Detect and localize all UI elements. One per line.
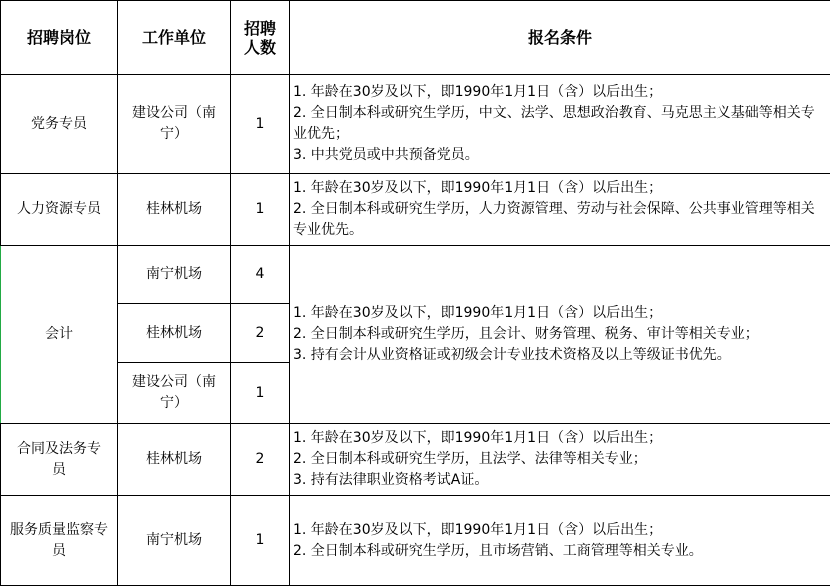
requirement-line: 2. 全日制本科或研究生学历，中文、法学、思想政治教育、马克思主义基础等相关专业优先； bbox=[293, 105, 815, 142]
requirements-cell bbox=[290, 174, 830, 246]
position-cell: 服务质量监察专员 bbox=[1, 496, 118, 586]
requirement-line: 3. 持有会计从业资格证或初级会计专业技术资格及以上等级证书优先。 bbox=[293, 347, 731, 363]
count-cell: 4 bbox=[231, 246, 290, 304]
unit-cell: 桂林机场 bbox=[118, 174, 231, 246]
header-requirements: 报名条件 bbox=[290, 1, 830, 75]
requirement-line: 3. 中共党员或中共预备党员。 bbox=[293, 147, 479, 163]
table-row bbox=[1, 424, 830, 496]
count-cell: 1 bbox=[231, 174, 290, 246]
requirements-cell bbox=[290, 424, 830, 496]
unit-cell: 桂林机场 bbox=[118, 424, 231, 496]
requirement-line: 2. 全日制本科或研究生学历，且会计、财务管理、税务、审计等相关专业； bbox=[293, 326, 759, 342]
table-row bbox=[1, 246, 830, 304]
header-unit: 工作单位 bbox=[118, 1, 231, 75]
count-cell: 2 bbox=[231, 304, 290, 363]
requirements-cell bbox=[290, 75, 830, 174]
count-cell: 1 bbox=[231, 75, 290, 174]
position-cell: 人力资源专员 bbox=[1, 174, 118, 246]
unit-cell: 南宁机场 bbox=[118, 246, 231, 304]
position-cell: 党务专员 bbox=[1, 75, 118, 174]
count-cell: 2 bbox=[231, 424, 290, 496]
header-position: 招聘岗位 bbox=[1, 1, 118, 75]
requirement-line: 1. 年龄在30岁及以下，即1990年1月1日（含）以后出生； bbox=[293, 180, 663, 196]
position-cell: 会计 bbox=[1, 246, 118, 424]
requirement-line: 2. 全日制本科或研究生学历，人力资源管理、劳动与社会保障、公共事业管理等相关专业优先。 bbox=[293, 201, 815, 238]
count-cell: 1 bbox=[231, 496, 290, 586]
table-row bbox=[1, 75, 830, 174]
requirements-cell bbox=[290, 246, 830, 424]
requirement-line: 2. 全日制本科或研究生学历，且市场营销、工商管理等相关专业。 bbox=[293, 542, 703, 559]
unit-cell: 桂林机场 bbox=[118, 304, 231, 363]
header-row bbox=[1, 1, 830, 75]
table-row bbox=[1, 496, 830, 586]
requirement-line: 1. 年龄在30岁及以下，即1990年1月1日（含）以后出生； bbox=[293, 521, 663, 538]
unit-cell: 建设公司（南宁） bbox=[118, 75, 231, 174]
requirement-line: 1. 年龄在30岁及以下，即1990年1月1日（含）以后出生； bbox=[293, 305, 663, 321]
unit-cell: 南宁机场 bbox=[118, 496, 231, 586]
unit-cell: 建设公司（南宁） bbox=[118, 363, 231, 424]
requirement-line: 1. 年龄在30岁及以下，即1990年1月1日（含）以后出生； bbox=[293, 430, 663, 446]
count-cell: 1 bbox=[231, 363, 290, 424]
header-count: 招聘人数 bbox=[231, 1, 290, 75]
requirement-line: 2. 全日制本科或研究生学历，且法学、法律等相关专业； bbox=[293, 451, 647, 467]
requirement-line: 3. 持有法律职业资格考试A证。 bbox=[293, 472, 489, 488]
position-cell: 合同及法务专员 bbox=[1, 424, 118, 496]
requirements-cell bbox=[290, 496, 830, 586]
requirement-line: 1. 年龄在30岁及以下，即1990年1月1日（含）以后出生； bbox=[293, 84, 663, 100]
table-row bbox=[1, 174, 830, 246]
